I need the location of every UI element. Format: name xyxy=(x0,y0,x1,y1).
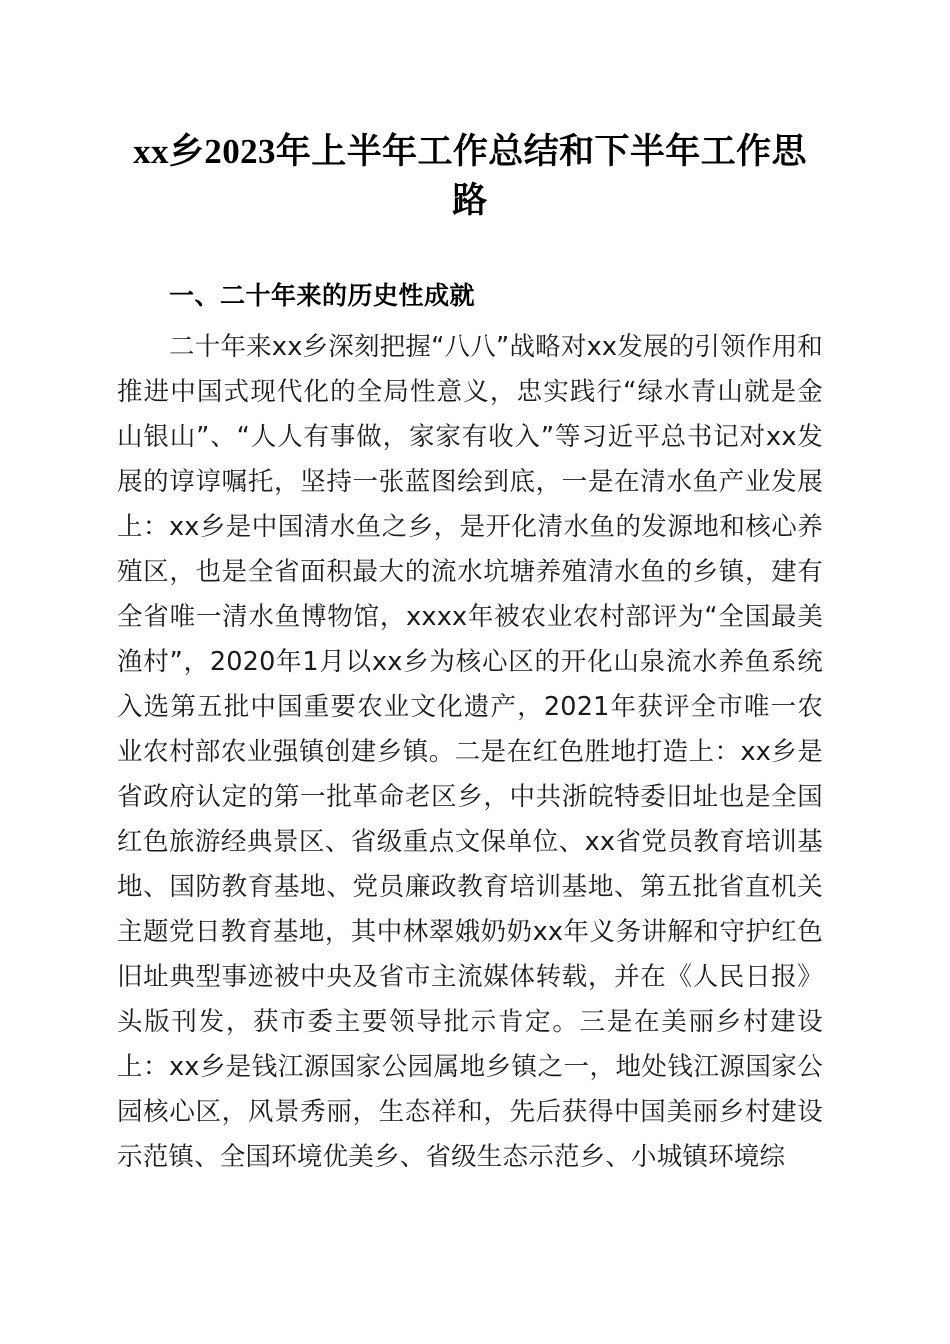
document-content xyxy=(117,0,823,1180)
page-title: xx乡2023年上半年工作总结和下半年工作思路 xyxy=(133,132,807,220)
section-heading-1: 一、二十年来的历史性成就 xyxy=(169,281,476,310)
section-1-paragraph-1: 二十年来xx乡深刻把握“八八”战略对xx发展的引领作用和推进中国式现代化的全局性意义，忠实践行“绿水青山就是金山银山”、“人人有事做，家家有收入”等习近平总书记对xx发展的谆谆嘱托，坚持一张蓝图绘到底，一是在清水鱼产业发展上：xx乡是中国清水鱼之乡，是开化清水鱼的发源地和核心养殖区，也是全省面积最大的流水坑塘养殖清水鱼的乡镇，建有全省唯一清水鱼博物馆，xxxx年被农业农村部评为“全国最美渔村”，2020年1月以xx乡为核心区的开化山泉流水养鱼系统入选第五批中国重要农业文化遗产，2021年获评全市唯一农业农村部农业强镇创建乡镇。二是在红色胜地打造上：xx乡是省政府认定的第一批革命老区乡，中共浙皖特委旧址也是全国红色旅游经典景区、省级重点文保单位、xx省党员教育培训基地、国防教育基地、党员廉政教育培训基地、第五批省直机关主题党日教育基地，其中林翠娥奶奶xx年义务讲解和守护红色旧址典型事迹被中央及省市主流媒体转载，并在《人民日报》头版刊发，获市委主要领导批示肯定。三是在美丽乡村建设上：xx乡是钱江源国家公园属地乡镇之一，地处钱江源国家公园核心区，风景秀丽，生态祥和，先后获得中国美丽乡村建设示范镇、全国环境优美乡、省级生态示范乡、小城镇环境综 xyxy=(117,332,823,1172)
